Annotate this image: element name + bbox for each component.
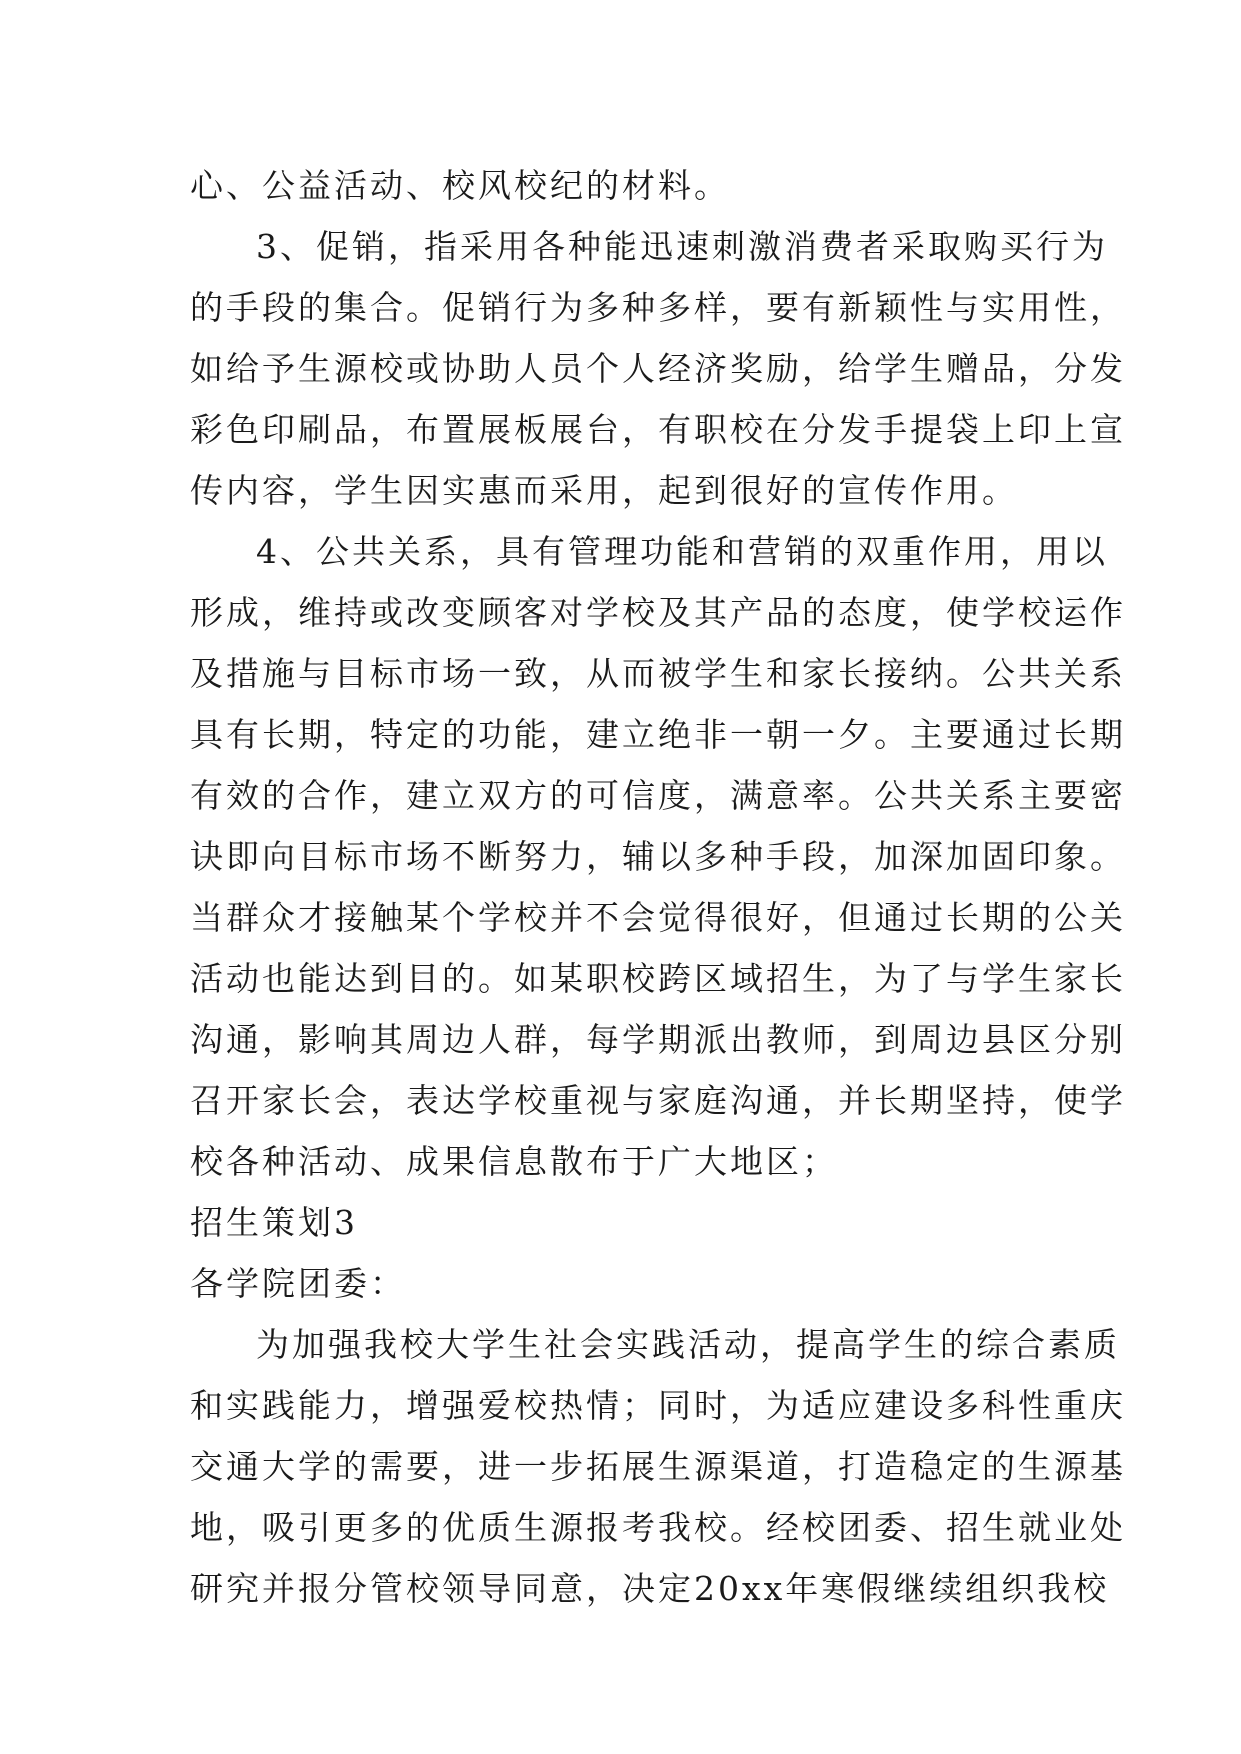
text-line: 3、促销，指采用各种能迅速刺激消费者采取购买行为: [256, 227, 1108, 266]
text-line: 为加强我校大学生社会实践活动，提高学生的综合素质: [256, 1325, 1120, 1364]
text-line: 召开家长会，表达学校重视与家庭沟通，并长期坚持，使学: [190, 1081, 1126, 1120]
text-line: 具有长期，特定的功能，建立绝非一朝一夕。主要通过长期: [190, 715, 1126, 754]
text-line: 交通大学的需要，进一步拓展生源渠道，打造稳定的生源基: [190, 1447, 1126, 1486]
text-line: 及措施与目标市场一致，从而被学生和家长接纳。公共关系: [190, 654, 1126, 693]
text-line: 传内容，学生因实惠而采用，起到很好的宣传作用。: [190, 471, 1018, 510]
text-line: 4、公共关系，具有管理功能和营销的双重作用，用以: [256, 532, 1108, 571]
text-line: 招生策划3: [190, 1203, 358, 1242]
text-line: 当群众才接触某个学校并不会觉得很好，但通过长期的公关: [190, 898, 1126, 937]
text-line: 校各种活动、成果信息散布于广大地区；: [190, 1142, 838, 1181]
text-line: 沟通，影响其周边人群，每学期派出教师，到周边县区分别: [190, 1020, 1126, 1059]
text-line: 彩色印刷品，布置展板展台，有职校在分发手提袋上印上宣: [190, 410, 1126, 449]
text-line: 形成，维持或改变顾客对学校及其产品的态度，使学校运作: [190, 593, 1126, 632]
text-line: 研究并报分管校领导同意，决定20xx年寒假继续组织我校: [190, 1569, 1110, 1608]
text-line: 活动也能达到目的。如某职校跨区域招生，为了与学生家长: [190, 959, 1126, 998]
text-line: 如给予生源校或协助人员个人经济奖励，给学生赠品，分发: [190, 349, 1126, 388]
text-line: 的手段的集合。促销行为多种多样，要有新颖性与实用性，: [190, 288, 1126, 327]
text-line: 和实践能力，增强爱校热情；同时，为适应建设多科性重庆: [190, 1386, 1126, 1425]
text-line: 有效的合作，建立双方的可信度，满意率。公共关系主要密: [190, 776, 1126, 815]
text-line: 诀即向目标市场不断努力，辅以多种手段，加深加固印象。: [190, 837, 1126, 876]
text-line: 心、公益活动、校风校纪的材料。: [190, 166, 730, 205]
text-line: 地，吸引更多的优质生源报考我校。经校团委、招生就业处: [190, 1508, 1126, 1547]
document-body: [190, 155, 1126, 1619]
text-line: 各学院团委：: [190, 1264, 406, 1303]
